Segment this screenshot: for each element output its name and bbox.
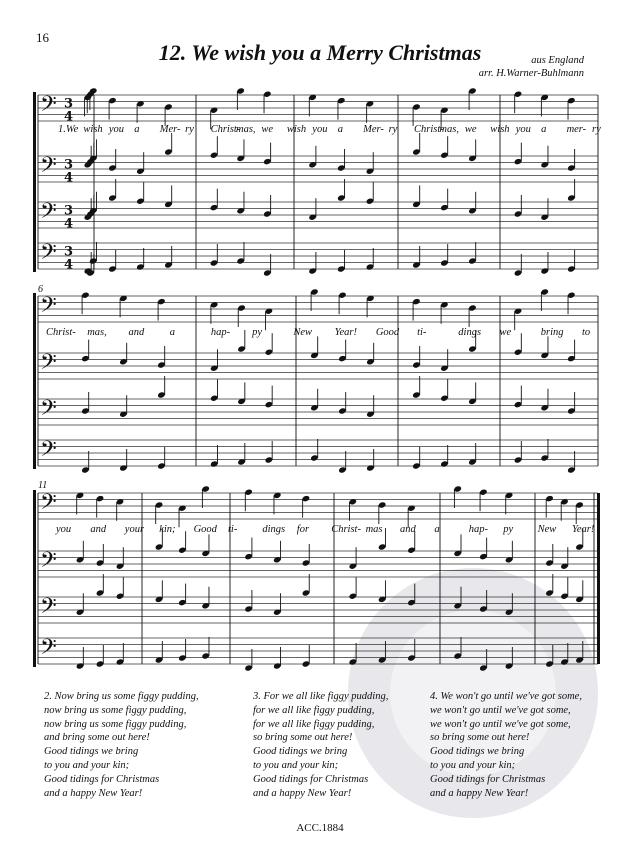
lyric-syllable: kin; [159, 524, 176, 535]
lyric-syllable: ry [388, 124, 398, 135]
system-bracket [33, 293, 36, 469]
lyric-syllable: wish [490, 124, 510, 135]
lyric-syllable: you [108, 124, 125, 135]
time-signature-bottom: 4 [64, 109, 74, 125]
lyric-syllable: dings [262, 524, 286, 535]
time-signature-top: 3 [64, 157, 74, 173]
verse-line: so bring some out here! [430, 732, 530, 744]
lyric-syllable: dings [458, 327, 482, 338]
time-signature-bottom: 4 [64, 257, 74, 273]
verse-line: 4. We won't go until we've got some, [430, 691, 582, 702]
lyric-syllable: we [464, 124, 477, 135]
bass-clef-icon: 𝄢 [40, 92, 57, 123]
verse-line: and bring some out here! [44, 732, 150, 744]
lyric-syllable: Year! [572, 524, 595, 535]
verse-line: Good tidings for Christmas [44, 773, 160, 785]
bass-clef-icon: 𝄢 [40, 635, 57, 666]
bass-clef-icon: 𝄢 [40, 396, 57, 427]
verse-line: 2. Now bring us some figgy pudding, [44, 691, 199, 702]
lyric-syllable: Christ- [46, 327, 76, 338]
lyric-syllable: wish [83, 124, 103, 135]
bass-clef-icon: 𝄢 [40, 548, 57, 579]
bass-clef-icon: 𝄢 [40, 437, 57, 468]
song-title: 12. We wish you a Merry Christmas [158, 40, 482, 65]
verse-3 [253, 690, 388, 800]
bass-clef-icon: 𝄢 [40, 293, 57, 324]
lyric-syllable: mas, [87, 327, 107, 338]
verse-line: now bring us some figgy pudding, [44, 704, 187, 716]
verse-line: Good tidings for Christmas [430, 773, 546, 785]
lyric-syllable: a [541, 124, 547, 135]
lyric-syllable: ry [592, 124, 601, 135]
lyric-syllable: Christ- [210, 124, 241, 135]
lyric-syllable: ry [185, 124, 194, 135]
lyric-syllable: we [499, 327, 512, 338]
lyric-syllable: a [134, 124, 140, 135]
lyric-syllable: you [515, 124, 531, 135]
verse-line: to you and your kin; [253, 759, 339, 771]
lyric-syllable: hap- [468, 524, 489, 535]
lyric-syllable: hap- [210, 327, 231, 338]
lyric-syllable: mas, [236, 124, 256, 135]
bass-clef-icon: 𝄢 [40, 240, 57, 271]
time-signature-top: 3 [64, 244, 74, 260]
time-signature-bottom: 4 [64, 170, 74, 186]
verse-line: 3. For we all like figgy pudding, [253, 691, 389, 702]
verse-line: we won't go until we've got some, [430, 718, 571, 730]
verse-line: to you and your kin; [44, 759, 130, 771]
lyric-syllable: Good [193, 524, 217, 535]
lyric-syllable: ti- [417, 327, 427, 338]
lyric-syllable: and [128, 327, 145, 338]
lyric-syllable: Mer- [363, 124, 384, 135]
system-bracket [33, 490, 36, 667]
bass-clef-icon: 𝄢 [40, 153, 57, 184]
lyric-syllable: and [400, 524, 416, 535]
lyric-syllable: bring [540, 327, 564, 338]
lyric-syllable: py [503, 524, 514, 535]
lyric-syllable: a [337, 124, 343, 135]
verse-line: and a happy New Year! [253, 787, 352, 799]
lyric-syllable: ti- [228, 524, 238, 535]
lyric-syllable: a [434, 524, 440, 535]
system-bracket [33, 92, 36, 272]
verse-line: Good tidings we bring [44, 746, 139, 758]
lyric-syllable: Year! [334, 327, 357, 338]
lyric-syllable: New [293, 327, 313, 338]
lyric-syllable: mer- [566, 124, 587, 135]
page-number: 16 [36, 30, 49, 45]
verse-line: and a happy New Year! [44, 787, 143, 799]
verse-4 [430, 690, 582, 800]
lyric-syllable: py [252, 327, 263, 338]
bass-clef-icon: 𝄢 [40, 594, 57, 625]
verse-line: Good tidings for Christmas [253, 773, 369, 785]
time-signature-top: 3 [64, 96, 74, 112]
verse-line: and a happy New Year! [430, 787, 529, 799]
catalog-code: ACC.1884 [296, 822, 344, 834]
lyric-syllable: Christ- [414, 124, 444, 135]
lyric-syllable: Mer- [159, 124, 181, 135]
bass-clef-icon: 𝄢 [40, 490, 57, 521]
lyric-syllable: and [90, 524, 107, 535]
lyric-syllable: your [124, 524, 145, 535]
verse-2 [44, 690, 199, 800]
origin-credit: aus England [531, 55, 584, 66]
arranger-credit: arr. H.Warner-Buhlmann [478, 68, 584, 79]
lyric-syllable: mas [365, 524, 383, 535]
lyric-syllable: to [582, 327, 591, 338]
lyric-syllable: wish [286, 124, 307, 135]
bass-clef-icon: 𝄢 [40, 199, 57, 230]
lyric-syllable: Christ- [331, 524, 361, 535]
verse-line: Good tidings we bring [430, 746, 525, 758]
measure-number-6: 6 [38, 284, 43, 295]
lyric-syllable: Good [375, 327, 400, 338]
verse-line: for we all like figgy pudding, [253, 718, 375, 730]
measure-number-11: 11 [38, 480, 48, 491]
time-signature-top: 3 [64, 203, 74, 219]
verse-line: we won't go until we've got some, [430, 704, 571, 716]
lyric-syllable: we [261, 124, 274, 135]
bass-clef-icon: 𝄢 [40, 350, 57, 381]
verse-line: for we all like figgy pudding, [253, 704, 375, 716]
final-barline [597, 493, 600, 664]
lyric-syllable: mas, [439, 124, 459, 135]
lyric-syllable: 1.We [58, 124, 79, 135]
lyric-syllable: a [169, 327, 175, 338]
verse-line: so bring some out here! [253, 732, 353, 744]
lyric-syllable: for [296, 524, 310, 535]
verse-line: to you and your kin; [430, 759, 516, 771]
lyric-syllable: New [537, 524, 557, 535]
verse-line: Good tidings we bring [253, 746, 348, 758]
lyric-syllable: you [312, 124, 328, 135]
verse-line: now bring us some figgy pudding, [44, 718, 187, 730]
lyric-syllable: you [56, 524, 72, 535]
time-signature-bottom: 4 [64, 216, 74, 232]
